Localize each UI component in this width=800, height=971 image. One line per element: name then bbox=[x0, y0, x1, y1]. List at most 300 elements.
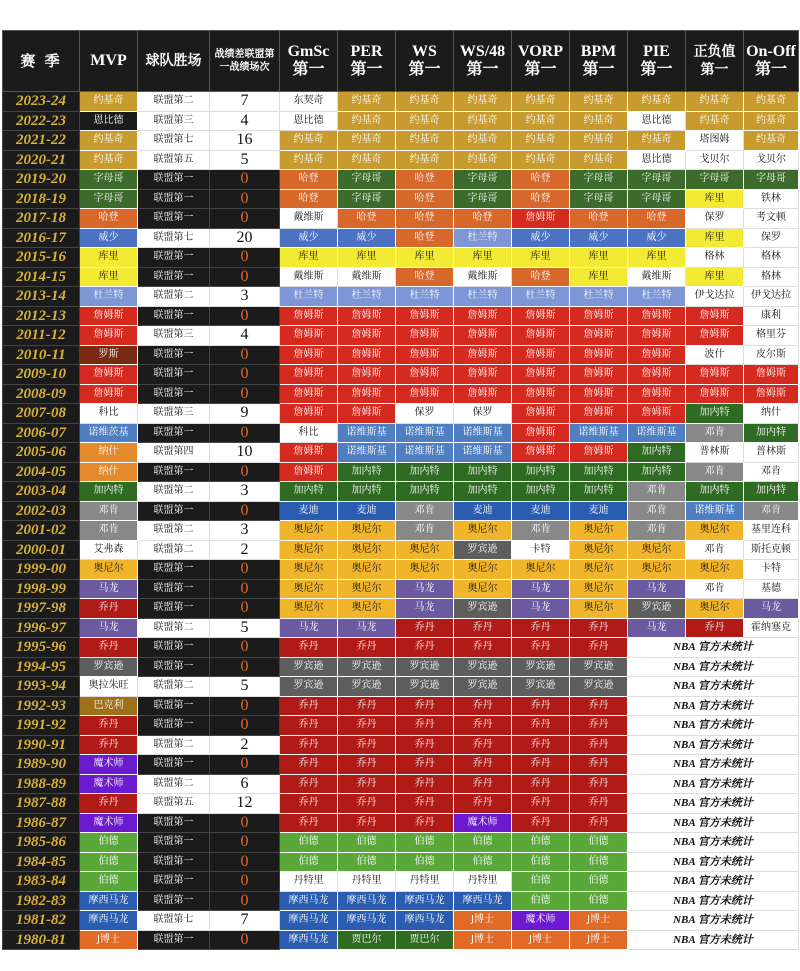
gmsc-leader-cell: 伯德 bbox=[280, 852, 338, 872]
vorp-leader-cell: 哈登 bbox=[512, 170, 570, 190]
table-row bbox=[3, 306, 799, 326]
per-leader-cell: 约基奇 bbox=[338, 111, 396, 131]
per-leader-cell: 詹姆斯 bbox=[338, 326, 396, 346]
pie-leader-cell: 奥尼尔 bbox=[628, 560, 686, 580]
ws-leader-cell: 约基奇 bbox=[396, 111, 454, 131]
team-rank-cell: 联盟第二 bbox=[138, 677, 210, 697]
vorp-leader-cell: 约基奇 bbox=[512, 131, 570, 151]
pm-leader-cell: 詹姆斯 bbox=[686, 384, 744, 404]
per-leader-cell: 詹姆斯 bbox=[338, 345, 396, 365]
team-rank-cell: 联盟第五 bbox=[138, 150, 210, 170]
mvp-cell: 詹姆斯 bbox=[80, 365, 138, 385]
pm-leader-cell: 字母哥 bbox=[686, 170, 744, 190]
pm-leader-cell: 奥尼尔 bbox=[686, 521, 744, 541]
team-rank-cell: 联盟第一 bbox=[138, 560, 210, 580]
onoff-leader-cell: 纳什 bbox=[744, 404, 799, 424]
pie-leader-cell: 杜兰特 bbox=[628, 287, 686, 307]
table-row bbox=[3, 911, 799, 931]
vorp-leader-cell: 乔丹 bbox=[512, 813, 570, 833]
pm-leader-cell: 库里 bbox=[686, 267, 744, 287]
mvp-cell: 纳什 bbox=[80, 443, 138, 463]
gmsc-leader-cell: 伯德 bbox=[280, 833, 338, 853]
season-cell: 1997-98 bbox=[3, 599, 80, 619]
per-leader-cell: 奥尼尔 bbox=[338, 599, 396, 619]
ws48-leader-cell: 詹姆斯 bbox=[454, 365, 512, 385]
team-rank-cell: 联盟第一 bbox=[138, 462, 210, 482]
per-leader-cell: 乔丹 bbox=[338, 794, 396, 814]
games-behind-cell: 0 bbox=[210, 657, 280, 677]
games-behind-cell: 3 bbox=[210, 287, 280, 307]
bpm-leader-cell: 奥尼尔 bbox=[570, 579, 628, 599]
ws48-leader-cell: 詹姆斯 bbox=[454, 306, 512, 326]
ws48-leader-cell: 乔丹 bbox=[454, 696, 512, 716]
games-behind-cell: 0 bbox=[210, 579, 280, 599]
mvp-cell: 哈登 bbox=[80, 209, 138, 229]
season-cell: 2017-18 bbox=[3, 209, 80, 229]
bpm-leader-cell: 詹姆斯 bbox=[570, 443, 628, 463]
onoff-leader-cell: 保罗 bbox=[744, 228, 799, 248]
mvp-cell: 詹姆斯 bbox=[80, 326, 138, 346]
gmsc-leader-cell: 约基奇 bbox=[280, 131, 338, 151]
onoff-leader-cell: 斯托克顿 bbox=[744, 540, 799, 560]
ws48-leader-cell: 约基奇 bbox=[454, 131, 512, 151]
mvp-cell: 摩西马龙 bbox=[80, 891, 138, 911]
table-row bbox=[3, 833, 799, 853]
season-cell: 2013-14 bbox=[3, 287, 80, 307]
table-row bbox=[3, 423, 799, 443]
ws-leader-cell: 哈登 bbox=[396, 170, 454, 190]
team-rank-cell: 联盟第一 bbox=[138, 696, 210, 716]
per-leader-cell: 诺维斯基 bbox=[338, 423, 396, 443]
bpm-leader-cell: 詹姆斯 bbox=[570, 384, 628, 404]
onoff-leader-cell: 卡特 bbox=[744, 560, 799, 580]
bpm-leader-cell: 奥尼尔 bbox=[570, 521, 628, 541]
mvp-cell: 恩比德 bbox=[80, 111, 138, 131]
bpm-leader-cell: 伯德 bbox=[570, 891, 628, 911]
ws48-leader-cell: 詹姆斯 bbox=[454, 326, 512, 346]
table-row bbox=[3, 579, 799, 599]
season-cell: 1991-92 bbox=[3, 716, 80, 736]
bpm-leader-cell: 乔丹 bbox=[570, 774, 628, 794]
games-behind-cell: 0 bbox=[210, 248, 280, 268]
season-cell: 2001-02 bbox=[3, 521, 80, 541]
season-cell: 2006-07 bbox=[3, 423, 80, 443]
season-cell: 2010-11 bbox=[3, 345, 80, 365]
games-behind-cell: 20 bbox=[210, 228, 280, 248]
gmsc-leader-cell: 詹姆斯 bbox=[280, 384, 338, 404]
season-cell: 1985-86 bbox=[3, 833, 80, 853]
gmsc-leader-cell: 奥尼尔 bbox=[280, 540, 338, 560]
mvp-cell: 字母哥 bbox=[80, 189, 138, 209]
pie-leader-cell: 奥尼尔 bbox=[628, 540, 686, 560]
gmsc-leader-cell: 奥尼尔 bbox=[280, 521, 338, 541]
pie-leader-cell: 约基奇 bbox=[628, 92, 686, 112]
gmsc-leader-cell: 乔丹 bbox=[280, 774, 338, 794]
vorp-leader-cell: 伯德 bbox=[512, 891, 570, 911]
ws-leader-cell: 詹姆斯 bbox=[396, 306, 454, 326]
per-leader-cell: 乔丹 bbox=[338, 774, 396, 794]
bpm-leader-cell: 库里 bbox=[570, 267, 628, 287]
onoff-leader-cell: 格林 bbox=[744, 248, 799, 268]
table-row bbox=[3, 443, 799, 463]
per-leader-cell: 库里 bbox=[338, 248, 396, 268]
vorp-leader-cell: 乔丹 bbox=[512, 735, 570, 755]
pm-leader-cell: 邓肯 bbox=[686, 423, 744, 443]
pie-leader-cell: 约基奇 bbox=[628, 131, 686, 151]
team-rank-cell: 联盟第一 bbox=[138, 755, 210, 775]
games-behind-cell: 7 bbox=[210, 92, 280, 112]
mvp-cell: 乔丹 bbox=[80, 735, 138, 755]
per-leader-cell: 丹特里 bbox=[338, 872, 396, 892]
mvp-cell: J博士 bbox=[80, 930, 138, 950]
per-leader-cell: 伯德 bbox=[338, 852, 396, 872]
per-leader-cell: 加内特 bbox=[338, 482, 396, 502]
team-rank-cell: 联盟第一 bbox=[138, 267, 210, 287]
onoff-leader-cell: 字母哥 bbox=[744, 170, 799, 190]
pm-leader-cell: 塔图姆 bbox=[686, 131, 744, 151]
team-rank-cell: 联盟第一 bbox=[138, 306, 210, 326]
pie-leader-cell: 詹姆斯 bbox=[628, 345, 686, 365]
ws48-leader-cell: 杜兰特 bbox=[454, 287, 512, 307]
mvp-cell: 约基奇 bbox=[80, 92, 138, 112]
table-row bbox=[3, 599, 799, 619]
ws-leader-cell: 诺维斯基 bbox=[396, 423, 454, 443]
per-leader-cell: 字母哥 bbox=[338, 170, 396, 190]
gmsc-leader-cell: 奥尼尔 bbox=[280, 599, 338, 619]
vorp-leader-cell: 詹姆斯 bbox=[512, 443, 570, 463]
onoff-leader-cell: 加内特 bbox=[744, 482, 799, 502]
mvp-cell: 魔术师 bbox=[80, 755, 138, 775]
onoff-leader-cell: 邓肯 bbox=[744, 501, 799, 521]
ws48-leader-cell: 约基奇 bbox=[454, 150, 512, 170]
table-row bbox=[3, 560, 799, 580]
ws-leader-cell: 贾巴尔 bbox=[396, 930, 454, 950]
header-vorp: VORP 第一 bbox=[512, 31, 570, 92]
header-gmsc: GmSc 第一 bbox=[280, 31, 338, 92]
per-leader-cell: 马龙 bbox=[338, 618, 396, 638]
pm-leader-cell: 库里 bbox=[686, 189, 744, 209]
gmsc-leader-cell: 詹姆斯 bbox=[280, 462, 338, 482]
pie-leader-cell: 加内特 bbox=[628, 443, 686, 463]
season-cell: 2012-13 bbox=[3, 306, 80, 326]
mvp-cell: 约基奇 bbox=[80, 150, 138, 170]
ws48-leader-cell: 奥尼尔 bbox=[454, 560, 512, 580]
bpm-leader-cell: 伯德 bbox=[570, 852, 628, 872]
table-row bbox=[3, 852, 799, 872]
gmsc-leader-cell: 詹姆斯 bbox=[280, 365, 338, 385]
ws-leader-cell: 乔丹 bbox=[396, 716, 454, 736]
table-row bbox=[3, 131, 799, 151]
mvp-cell: 詹姆斯 bbox=[80, 384, 138, 404]
games-behind-cell: 0 bbox=[210, 696, 280, 716]
games-behind-cell: 5 bbox=[210, 150, 280, 170]
games-behind-cell: 0 bbox=[210, 599, 280, 619]
gmsc-leader-cell: 恩比德 bbox=[280, 111, 338, 131]
games-behind-cell: 12 bbox=[210, 794, 280, 814]
games-behind-cell: 7 bbox=[210, 911, 280, 931]
bpm-leader-cell: 库里 bbox=[570, 248, 628, 268]
team-rank-cell: 联盟第二 bbox=[138, 540, 210, 560]
ws-leader-cell: 摩西马龙 bbox=[396, 911, 454, 931]
ws48-leader-cell: J博士 bbox=[454, 930, 512, 950]
team-rank-cell: 联盟第二 bbox=[138, 521, 210, 541]
games-behind-cell: 0 bbox=[210, 267, 280, 287]
season-cell: 2009-10 bbox=[3, 365, 80, 385]
team-rank-cell: 联盟第五 bbox=[138, 794, 210, 814]
games-behind-cell: 2 bbox=[210, 735, 280, 755]
bpm-leader-cell: 字母哥 bbox=[570, 189, 628, 209]
header-pie: PIE 第一 bbox=[628, 31, 686, 92]
vorp-leader-cell: 詹姆斯 bbox=[512, 345, 570, 365]
bpm-leader-cell: 詹姆斯 bbox=[570, 404, 628, 424]
mvp-cell: 马龙 bbox=[80, 618, 138, 638]
vorp-leader-cell: 詹姆斯 bbox=[512, 326, 570, 346]
bpm-leader-cell: 约基奇 bbox=[570, 92, 628, 112]
table-row bbox=[3, 287, 799, 307]
team-rank-cell: 联盟第七 bbox=[138, 228, 210, 248]
gmsc-leader-cell: 麦迪 bbox=[280, 501, 338, 521]
onoff-leader-cell: 基德 bbox=[744, 579, 799, 599]
table-body bbox=[3, 92, 799, 950]
ws48-leader-cell: 乔丹 bbox=[454, 618, 512, 638]
not-tracked-cell: NBA 官方未统计 bbox=[628, 657, 799, 677]
not-tracked-cell: NBA 官方未统计 bbox=[628, 852, 799, 872]
team-rank-cell: 联盟第一 bbox=[138, 579, 210, 599]
table-row bbox=[3, 92, 799, 112]
pm-leader-cell: 詹姆斯 bbox=[686, 365, 744, 385]
ws48-leader-cell: 杜兰特 bbox=[454, 228, 512, 248]
ws-leader-cell: 乔丹 bbox=[396, 755, 454, 775]
season-cell: 2019-20 bbox=[3, 170, 80, 190]
ws48-leader-cell: 字母哥 bbox=[454, 170, 512, 190]
table-row bbox=[3, 774, 799, 794]
pm-leader-cell: 格林 bbox=[686, 248, 744, 268]
games-behind-cell: 5 bbox=[210, 618, 280, 638]
bpm-leader-cell: 罗宾逊 bbox=[570, 657, 628, 677]
ws-leader-cell: 摩西马龙 bbox=[396, 891, 454, 911]
mvp-cell: 艾弗森 bbox=[80, 540, 138, 560]
ws-leader-cell: 约基奇 bbox=[396, 92, 454, 112]
team-rank-cell: 联盟第七 bbox=[138, 911, 210, 931]
ws-leader-cell: 邓肯 bbox=[396, 501, 454, 521]
header-onoff: On-Off 第一 bbox=[744, 31, 799, 92]
pie-leader-cell: 詹姆斯 bbox=[628, 384, 686, 404]
season-cell: 1995-96 bbox=[3, 638, 80, 658]
mvp-cell: 科比 bbox=[80, 404, 138, 424]
per-leader-cell: 诺维斯基 bbox=[338, 443, 396, 463]
team-rank-cell: 联盟第一 bbox=[138, 872, 210, 892]
ws48-leader-cell: 奥尼尔 bbox=[454, 579, 512, 599]
games-behind-cell: 0 bbox=[210, 833, 280, 853]
onoff-leader-cell: 加内特 bbox=[744, 423, 799, 443]
vorp-leader-cell: J博士 bbox=[512, 930, 570, 950]
pie-leader-cell: 詹姆斯 bbox=[628, 365, 686, 385]
team-rank-cell: 联盟第一 bbox=[138, 189, 210, 209]
mvp-cell: 魔术师 bbox=[80, 813, 138, 833]
season-cell: 2015-16 bbox=[3, 248, 80, 268]
pie-leader-cell: 詹姆斯 bbox=[628, 306, 686, 326]
not-tracked-cell: NBA 官方未统计 bbox=[628, 755, 799, 775]
team-rank-cell: 联盟第一 bbox=[138, 657, 210, 677]
ws-leader-cell: 加内特 bbox=[396, 482, 454, 502]
mvp-cell: 奥拉朱旺 bbox=[80, 677, 138, 697]
vorp-leader-cell: 乔丹 bbox=[512, 794, 570, 814]
team-rank-cell: 联盟第一 bbox=[138, 599, 210, 619]
ws-leader-cell: 乔丹 bbox=[396, 813, 454, 833]
ws-leader-cell: 哈登 bbox=[396, 228, 454, 248]
mvp-stats-table bbox=[2, 30, 799, 950]
gmsc-leader-cell: 东契奇 bbox=[280, 92, 338, 112]
vorp-leader-cell: 约基奇 bbox=[512, 92, 570, 112]
vorp-leader-cell: 马龙 bbox=[512, 599, 570, 619]
season-cell: 2003-04 bbox=[3, 482, 80, 502]
ws-leader-cell: 约基奇 bbox=[396, 150, 454, 170]
season-cell: 1983-84 bbox=[3, 872, 80, 892]
ws-leader-cell: 罗宾逊 bbox=[396, 677, 454, 697]
vorp-leader-cell: 马龙 bbox=[512, 579, 570, 599]
gmsc-leader-cell: 戴维斯 bbox=[280, 209, 338, 229]
ws-leader-cell: 邓肯 bbox=[396, 521, 454, 541]
vorp-leader-cell: 威少 bbox=[512, 228, 570, 248]
table-row bbox=[3, 150, 799, 170]
games-behind-cell: 3 bbox=[210, 521, 280, 541]
bpm-leader-cell: 詹姆斯 bbox=[570, 365, 628, 385]
ws-leader-cell: 詹姆斯 bbox=[396, 345, 454, 365]
season-cell: 2023-24 bbox=[3, 92, 80, 112]
onoff-leader-cell: 格里芬 bbox=[744, 326, 799, 346]
season-cell: 1988-89 bbox=[3, 774, 80, 794]
games-behind-cell: 0 bbox=[210, 872, 280, 892]
per-leader-cell: 字母哥 bbox=[338, 189, 396, 209]
team-rank-cell: 联盟第一 bbox=[138, 501, 210, 521]
bpm-leader-cell: 麦迪 bbox=[570, 501, 628, 521]
ws-leader-cell: 诺维斯基 bbox=[396, 443, 454, 463]
team-rank-cell: 联盟第一 bbox=[138, 813, 210, 833]
ws48-leader-cell: 伯德 bbox=[454, 833, 512, 853]
per-leader-cell: 哈登 bbox=[338, 209, 396, 229]
gmsc-leader-cell: 马龙 bbox=[280, 618, 338, 638]
bpm-leader-cell: 奥尼尔 bbox=[570, 560, 628, 580]
header-season: 赛 季 bbox=[3, 31, 80, 92]
team-rank-cell: 联盟第一 bbox=[138, 365, 210, 385]
not-tracked-cell: NBA 官方未统计 bbox=[628, 735, 799, 755]
onoff-leader-cell: 戈贝尔 bbox=[744, 150, 799, 170]
ws-leader-cell: 乔丹 bbox=[396, 774, 454, 794]
bpm-leader-cell: 约基奇 bbox=[570, 131, 628, 151]
table-row bbox=[3, 365, 799, 385]
onoff-leader-cell: 马龙 bbox=[744, 599, 799, 619]
ws48-leader-cell: 库里 bbox=[454, 248, 512, 268]
ws48-leader-cell: 罗宾逊 bbox=[454, 657, 512, 677]
bpm-leader-cell: 乔丹 bbox=[570, 755, 628, 775]
games-behind-cell: 0 bbox=[210, 852, 280, 872]
table-row bbox=[3, 638, 799, 658]
bpm-leader-cell: 伯德 bbox=[570, 872, 628, 892]
bpm-leader-cell: 乔丹 bbox=[570, 813, 628, 833]
games-behind-cell: 0 bbox=[210, 755, 280, 775]
pm-leader-cell: 加内特 bbox=[686, 482, 744, 502]
mvp-cell: 乔丹 bbox=[80, 599, 138, 619]
ws-leader-cell: 乔丹 bbox=[396, 735, 454, 755]
ws48-leader-cell: 加内特 bbox=[454, 482, 512, 502]
ws-leader-cell: 约基奇 bbox=[396, 131, 454, 151]
mvp-cell: 库里 bbox=[80, 248, 138, 268]
mvp-cell: 纳什 bbox=[80, 462, 138, 482]
bpm-leader-cell: 约基奇 bbox=[570, 150, 628, 170]
vorp-leader-cell: 詹姆斯 bbox=[512, 423, 570, 443]
pm-leader-cell: 约基奇 bbox=[686, 111, 744, 131]
mvp-cell: 杜兰特 bbox=[80, 287, 138, 307]
per-leader-cell: 罗宾逊 bbox=[338, 657, 396, 677]
ws-leader-cell: 哈登 bbox=[396, 189, 454, 209]
vorp-leader-cell: 乔丹 bbox=[512, 774, 570, 794]
team-rank-cell: 联盟第四 bbox=[138, 443, 210, 463]
team-rank-cell: 联盟第一 bbox=[138, 423, 210, 443]
vorp-leader-cell: 魔术师 bbox=[512, 911, 570, 931]
vorp-leader-cell: 库里 bbox=[512, 248, 570, 268]
ws-leader-cell: 奥尼尔 bbox=[396, 540, 454, 560]
pm-leader-cell: 邓肯 bbox=[686, 540, 744, 560]
gmsc-leader-cell: 威少 bbox=[280, 228, 338, 248]
per-leader-cell: 伯德 bbox=[338, 833, 396, 853]
ws48-leader-cell: 罗宾逊 bbox=[454, 677, 512, 697]
bpm-leader-cell: J博士 bbox=[570, 930, 628, 950]
team-rank-cell: 联盟第一 bbox=[138, 209, 210, 229]
per-leader-cell: 乔丹 bbox=[338, 696, 396, 716]
team-rank-cell: 联盟第二 bbox=[138, 92, 210, 112]
table-row bbox=[3, 540, 799, 560]
bpm-leader-cell: 乔丹 bbox=[570, 696, 628, 716]
gmsc-leader-cell: 奥尼尔 bbox=[280, 560, 338, 580]
mvp-cell: 乔丹 bbox=[80, 638, 138, 658]
vorp-leader-cell: 乔丹 bbox=[512, 755, 570, 775]
games-behind-cell: 9 bbox=[210, 404, 280, 424]
season-cell: 1982-83 bbox=[3, 891, 80, 911]
gmsc-leader-cell: 杜兰特 bbox=[280, 287, 338, 307]
vorp-leader-cell: 乔丹 bbox=[512, 716, 570, 736]
per-leader-cell: 约基奇 bbox=[338, 131, 396, 151]
team-rank-cell: 联盟第一 bbox=[138, 638, 210, 658]
season-cell: 2008-09 bbox=[3, 384, 80, 404]
not-tracked-cell: NBA 官方未统计 bbox=[628, 774, 799, 794]
pm-leader-cell: 普林斯 bbox=[686, 443, 744, 463]
ws-leader-cell: 杜兰特 bbox=[396, 287, 454, 307]
not-tracked-cell: NBA 官方未统计 bbox=[628, 794, 799, 814]
season-cell: 2007-08 bbox=[3, 404, 80, 424]
bpm-leader-cell: 哈登 bbox=[570, 209, 628, 229]
stats-table-container bbox=[2, 30, 798, 950]
vorp-leader-cell: 罗宾逊 bbox=[512, 657, 570, 677]
games-behind-cell: 0 bbox=[210, 189, 280, 209]
gmsc-leader-cell: 科比 bbox=[280, 423, 338, 443]
games-behind-cell: 0 bbox=[210, 891, 280, 911]
vorp-leader-cell: 伯德 bbox=[512, 833, 570, 853]
per-leader-cell: 詹姆斯 bbox=[338, 365, 396, 385]
vorp-leader-cell: 邓肯 bbox=[512, 521, 570, 541]
table-row bbox=[3, 696, 799, 716]
ws-leader-cell: 马龙 bbox=[396, 599, 454, 619]
season-cell: 1999-00 bbox=[3, 560, 80, 580]
gmsc-leader-cell: 乔丹 bbox=[280, 638, 338, 658]
onoff-leader-cell: 格林 bbox=[744, 267, 799, 287]
mvp-cell: 罗宾逊 bbox=[80, 657, 138, 677]
games-behind-cell: 0 bbox=[210, 365, 280, 385]
gmsc-leader-cell: 乔丹 bbox=[280, 813, 338, 833]
onoff-leader-cell: 皮尔斯 bbox=[744, 345, 799, 365]
per-leader-cell: 奥尼尔 bbox=[338, 521, 396, 541]
ws48-leader-cell: 诺维斯基 bbox=[454, 443, 512, 463]
per-leader-cell: 加内特 bbox=[338, 462, 396, 482]
